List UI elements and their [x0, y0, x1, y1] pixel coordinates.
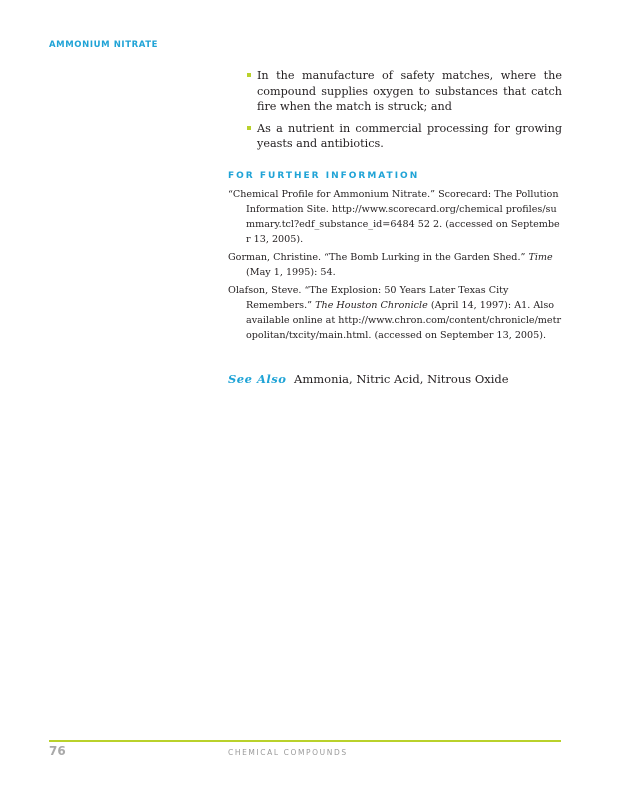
reference-detail[interactable]: (April 14, 1997): A1. Also available online at http://www.chron.com/content/chronicle/metropolitan/txcity/main.html. (accessed on September 13, 2005).: [246, 300, 562, 341]
section-heading: FOR FURTHER INFORMATION: [228, 171, 420, 181]
bullet-marker: [247, 126, 251, 130]
bullet-text: In the manufacture of safety matches, where the compound supplies oxygen to substances that catch fire when the match is struck; and: [257, 69, 562, 113]
running-head: AMMONIUM NITRATE: [49, 40, 159, 50]
list-item: [247, 68, 562, 115]
see-also: [228, 372, 509, 386]
see-also-links[interactable]: Ammonia, Nitric Acid, Nitrous Oxide: [294, 372, 509, 386]
reference-title: The Houston Chronicle: [315, 300, 428, 311]
reference-list: [228, 187, 562, 346]
reference-title: Time: [528, 252, 553, 263]
reference-url[interactable]: http://www.scorecard.org/chemical profiles/summary.tcl?edf_substance_id=6484 52 2. (accessed on September 13, 2005).: [246, 204, 560, 245]
bullet-list: [247, 68, 562, 158]
reference-text: Gorman, Christine. “The Bomb Lurking in the Garden Shed.”: [228, 252, 526, 263]
footer-book-title: CHEMICAL COMPOUNDS: [228, 748, 348, 757]
footer-rule: [49, 740, 561, 742]
reference-text: “Chemical Profile for Ammonium Nitrate.” Scorecard: The Pollution Information Site.: [228, 189, 559, 215]
page-number: 76: [49, 744, 66, 758]
reference-item: [228, 283, 562, 343]
reference-detail: (May 1, 1995): 54.: [246, 267, 336, 278]
see-also-label: See Also: [228, 372, 287, 386]
bullet-text: As a nutrient in commercial processing for growing yeasts and antibiotics.: [257, 121, 562, 150]
reference-text: Olafson, Steve. “The Explosion: 50 Years Later Texas City Remembers.”: [228, 285, 509, 311]
reference-item: [228, 187, 562, 247]
bullet-marker: [247, 73, 251, 77]
list-item: [247, 121, 562, 152]
reference-item: [228, 250, 562, 280]
